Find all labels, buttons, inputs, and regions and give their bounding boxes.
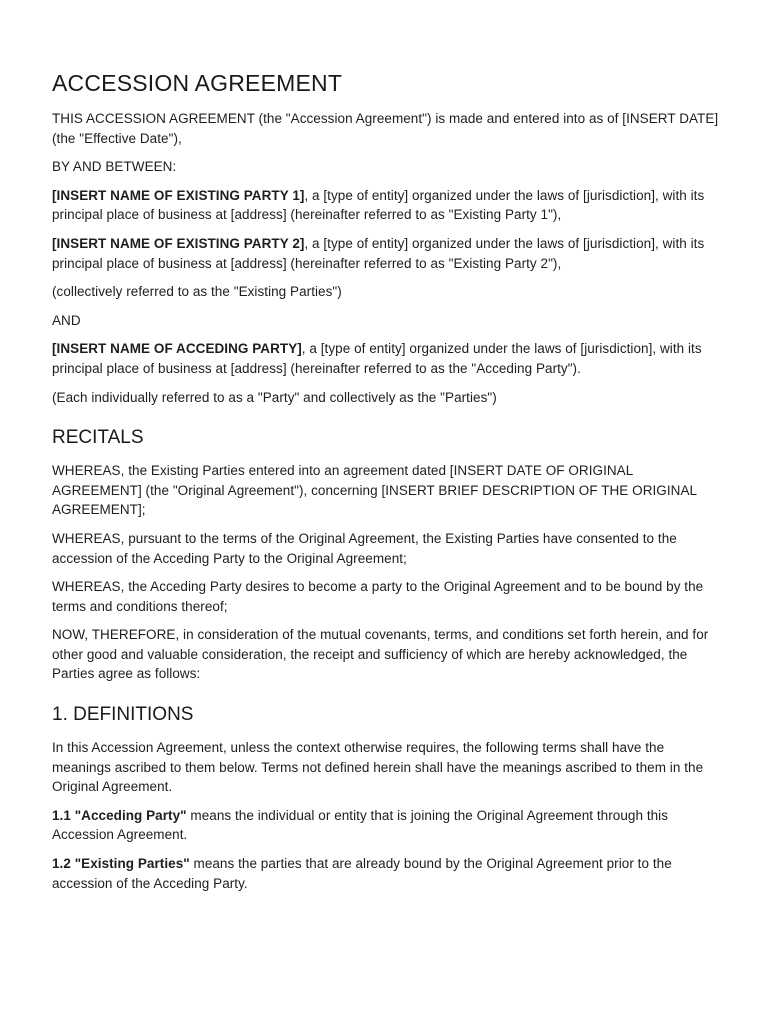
document-title: ACCESSION AGREEMENT bbox=[52, 70, 343, 96]
definition-1-1-term: 1.1 "Acceding Party" bbox=[52, 807, 187, 823]
definition-1-2 bbox=[52, 854, 720, 893]
acceding-party-name: [INSERT NAME OF ACCEDING PARTY] bbox=[52, 341, 302, 357]
definitions-intro: In this Accession Agreement, unless the context otherwise requires, the following terms shall have the meanings ascribed to them below. Terms not defined herein shall have the meanings ascribed to them in the Original Agreement. bbox=[52, 740, 704, 795]
acceding-party-text: , a [type of entity] organized under the laws of [jurisdiction], with its principal place of business at [address] (hereinafter referred to as the "Acceding Party"). bbox=[52, 341, 702, 376]
intro-paragraph: THIS ACCESSION AGREEMENT (the "Accession Agreement") is made and entered into as of [INSERT DATE] (the "Effective Date"), bbox=[52, 111, 719, 146]
between-line: BY AND BETWEEN: bbox=[52, 159, 177, 175]
and-line: AND bbox=[52, 312, 81, 328]
definitions-heading: 1. DEFINITIONS bbox=[52, 704, 194, 726]
party-2-paragraph bbox=[52, 234, 720, 273]
recital-now-therefore: NOW, THEREFORE, in consideration of the mutual covenants, terms, and conditions set forth herein, and for other good and valuable consideration, the receipt and sufficiency of which are hereby acknowledged, the Parties agree as follows: bbox=[52, 627, 709, 682]
recitals-heading: RECITALS bbox=[52, 427, 144, 449]
definition-1-1 bbox=[52, 806, 720, 845]
party-2-name: [INSERT NAME OF EXISTING PARTY 2] bbox=[52, 235, 305, 251]
recital-whereas-1: WHEREAS, the Existing Parties entered into an agreement dated [INSERT DATE OF ORIGINAL AGREEMENT] (the "Original Agreement"), concerning [INSERT BRIEF DESCRIPTION OF THE ORIGINAL AGREEMENT]; bbox=[52, 463, 697, 518]
party-1-text: , a [type of entity] organized under the laws of [jurisdiction], with its principal place of business at [address] (hereinafter referred to as "Existing Party 1"), bbox=[52, 187, 705, 223]
party-1-paragraph bbox=[52, 186, 720, 225]
definition-1-2-text: means the parties that are already bound by the Original Agreement prior to the accession of the Acceding Party. bbox=[52, 856, 672, 891]
collectively-line: (collectively referred to as the "Existing Parties") bbox=[52, 284, 342, 300]
party-2-text: , a [type of entity] organized under the laws of [jurisdiction], with its principal place of business at [address] (hereinafter referred to as "Existing Party 2"), bbox=[52, 235, 705, 271]
document-page bbox=[52, 70, 720, 902]
party-1-name: [INSERT NAME OF EXISTING PARTY 1] bbox=[52, 187, 305, 203]
recital-whereas-3: WHEREAS, the Acceding Party desires to become a party to the Original Agreement and to be bound by the terms and conditions thereof; bbox=[52, 579, 704, 614]
each-party-line: (Each individually referred to as a "Party" and collectively as the "Parties") bbox=[52, 389, 497, 405]
acceding-party-paragraph bbox=[52, 339, 720, 378]
recital-whereas-2: WHEREAS, pursuant to the terms of the Original Agreement, the Existing Parties have consented to the accession of the Acceding Party to the Original Agreement; bbox=[52, 530, 677, 566]
definition-1-1-text: means the individual or entity that is joining the Original Agreement through this Accession Agreement. bbox=[52, 807, 669, 843]
definition-1-2-term: 1.2 "Existing Parties" bbox=[52, 856, 190, 872]
